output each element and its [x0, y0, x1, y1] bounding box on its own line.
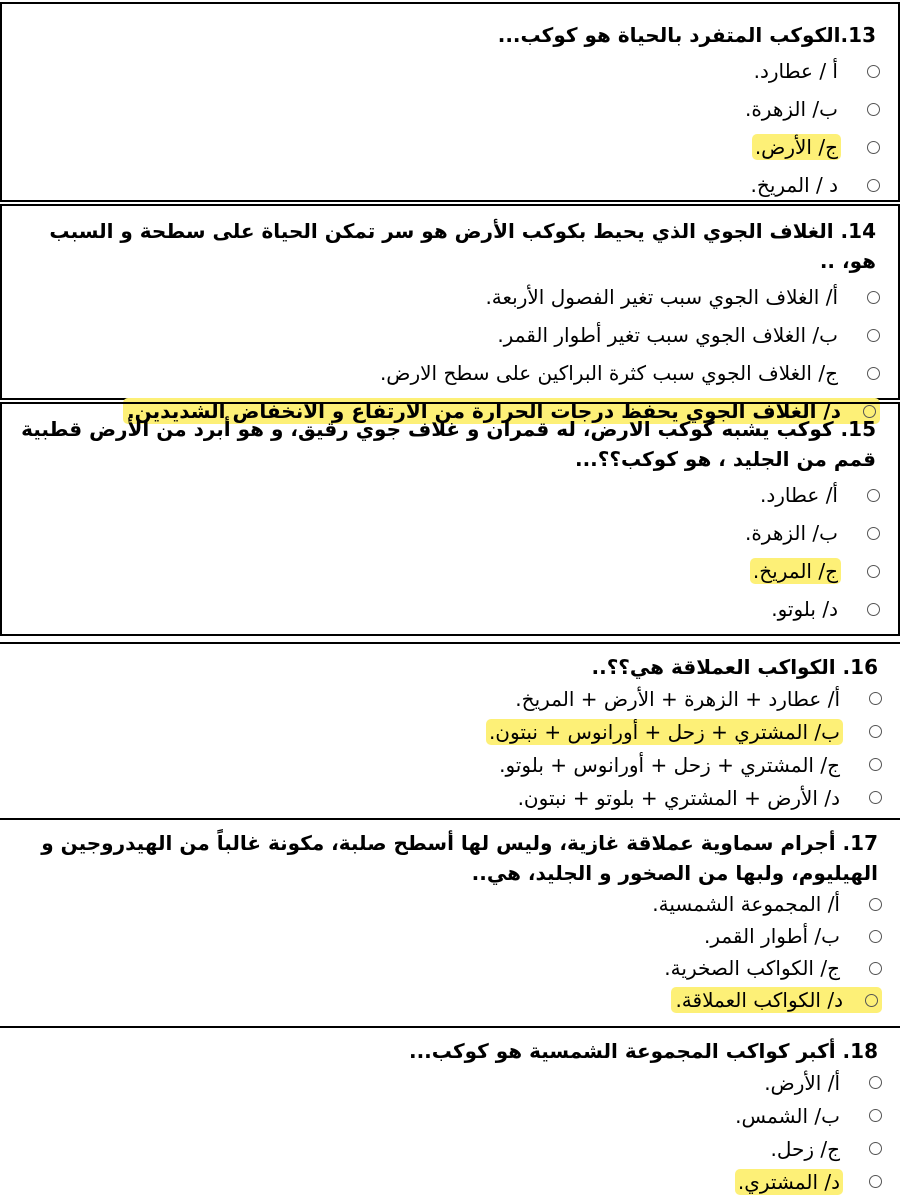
- option-d[interactable]: [2, 166, 898, 204]
- question-17: [0, 818, 900, 1024]
- radio-button[interactable]: [869, 758, 882, 771]
- radio-button[interactable]: [869, 692, 882, 705]
- question-text: 17. أجرام سماوية عملاقة غازية، وليس لها أسطح صلبة، مكونة غالباً من الهيدروجين و الهيليوم، ولبها من الصخور و الجليد، هي..: [41, 831, 878, 885]
- question-18: [0, 1026, 900, 1200]
- option-a[interactable]: [2, 278, 898, 316]
- option-label: أ/ عطارد.: [759, 483, 838, 507]
- question-body: الكوكب المتفرد بالحياة هو كوكب...: [497, 23, 841, 47]
- question-16: [0, 642, 900, 816]
- option-a[interactable]: [2, 52, 898, 90]
- option-label-highlighted: د/ الكواكب العملاقة.: [675, 988, 843, 1012]
- question-number: 14: [848, 219, 876, 243]
- question-body: كوكب يشبه كوكب الارض، له قمران و غلاف جوي رقيق، و هو أبرد من الأرض قطبية قمم من الجليد ، هو كوكب؟؟...: [21, 417, 876, 471]
- option-d[interactable]: [0, 1165, 900, 1198]
- question-number: 13: [848, 23, 876, 47]
- radio-button[interactable]: [869, 1175, 882, 1188]
- question-14: [0, 204, 900, 423]
- question-text: 16. الكواكب العملاقة هي؟؟..: [591, 655, 878, 679]
- radio-button[interactable]: [867, 141, 880, 154]
- radio-button[interactable]: [865, 994, 878, 1007]
- question-13: [0, 2, 900, 202]
- radio-button[interactable]: [869, 725, 882, 738]
- option-b[interactable]: [2, 316, 898, 354]
- option-label: ج/ زحل.: [770, 1136, 840, 1161]
- option-label: ج/ الكواكب الصخرية.: [664, 956, 840, 980]
- radio-button[interactable]: [867, 103, 880, 116]
- option-c[interactable]: [2, 552, 898, 590]
- question-text: 15. كوكب يشبه كوكب الارض، له قمران و غلاف جوي رقيق، و هو أبرد من الأرض قطبية قمم من الجليد ، هو كوكب؟؟...: [21, 417, 876, 471]
- option-label-highlighted: ج/ المريخ.: [750, 558, 841, 584]
- option-label: ب/ أطوار القمر.: [703, 924, 840, 948]
- option-b[interactable]: [2, 514, 898, 552]
- radio-button[interactable]: [869, 1109, 882, 1122]
- option-label: ج/ الغلاف الجوي سبب كثرة البراكين على سطح الارض.: [379, 361, 838, 385]
- question-body: أجرام سماوية عملاقة غازية، وليس لها أسطح صلبة، مكونة غالباً من الهيدروجين و الهيليوم، ولبها من الصخور و الجليد، هي..: [41, 831, 878, 885]
- option-label: ب/ الغلاف الجوي سبب تغير أطوار القمر.: [497, 323, 838, 347]
- option-label: ب/ الشمس.: [735, 1103, 840, 1128]
- option-label: ب/ الزهرة.: [744, 97, 838, 121]
- option-c[interactable]: [0, 748, 900, 781]
- radio-button[interactable]: [867, 565, 880, 578]
- option-b[interactable]: [0, 715, 900, 748]
- radio-button[interactable]: [867, 329, 880, 342]
- radio-button[interactable]: [867, 367, 880, 380]
- radio-button[interactable]: [869, 791, 882, 804]
- radio-button[interactable]: [867, 527, 880, 540]
- question-number: 17: [850, 831, 878, 855]
- radio-button[interactable]: [869, 930, 882, 943]
- radio-button[interactable]: [867, 489, 880, 502]
- option-a[interactable]: [0, 1066, 900, 1099]
- option-label-highlighted: ج/ الأرض.: [752, 134, 841, 160]
- question-body: أكبر كواكب المجموعة الشمسية هو كوكب...: [408, 1039, 836, 1063]
- radio-button[interactable]: [867, 603, 880, 616]
- option-a[interactable]: [2, 476, 898, 514]
- option-label: أ/ الغلاف الجوي سبب تغير الفصول الأربعة.: [485, 285, 838, 309]
- option-b[interactable]: [0, 1099, 900, 1132]
- question-body: الكواكب العملاقة هي؟؟..: [591, 655, 836, 679]
- option-a[interactable]: [0, 682, 900, 715]
- question-text: 18. أكبر كواكب المجموعة الشمسية هو كوكب...: [408, 1039, 878, 1063]
- question-text: 13.الكوكب المتفرد بالحياة هو كوكب...: [497, 23, 876, 47]
- question-body: الغلاف الجوي الذي يحيط بكوكب الأرض هو سر تمكن الحياة على سطحة و السبب هو، ..: [49, 219, 876, 273]
- option-d[interactable]: [2, 590, 898, 628]
- option-b[interactable]: [2, 90, 898, 128]
- question-number: 15: [848, 417, 876, 441]
- radio-button[interactable]: [867, 291, 880, 304]
- radio-button[interactable]: [867, 179, 880, 192]
- radio-button[interactable]: [867, 65, 880, 78]
- option-a[interactable]: [0, 888, 900, 920]
- highlighted-answer: [671, 987, 882, 1013]
- option-label: أ/ الأرض.: [764, 1070, 840, 1095]
- question-number: 16: [850, 655, 878, 679]
- radio-button[interactable]: [869, 898, 882, 911]
- option-c[interactable]: [2, 128, 898, 166]
- option-label-highlighted: د/ الغلاف الجوي يحفظ درجات الحرارة من الارتفاع و الانخفاض الشديدين.: [127, 399, 841, 423]
- question-text: 14. الغلاف الجوي الذي يحيط بكوكب الأرض هو سر تمكن الحياة على سطحة و السبب هو، ..: [49, 219, 876, 273]
- option-label: د/ الأرض + المشتري + بلوتو + نبتون.: [517, 785, 840, 810]
- option-d[interactable]: [0, 781, 900, 814]
- radio-button[interactable]: [869, 1076, 882, 1089]
- option-label: أ/ عطارد + الزهرة + الأرض + المريخ.: [515, 686, 840, 711]
- option-label: أ / عطارد.: [753, 59, 838, 83]
- question-15: [0, 402, 900, 636]
- option-label: د / المريخ.: [750, 173, 838, 197]
- radio-button[interactable]: [869, 1142, 882, 1155]
- radio-button[interactable]: [869, 962, 882, 975]
- option-label-highlighted: ب/ المشتري + زحل + أورانوس + نبتون.: [486, 719, 843, 745]
- option-d[interactable]: [0, 984, 900, 1016]
- option-c[interactable]: [0, 952, 900, 984]
- option-label: د/ بلوتو.: [771, 597, 838, 621]
- option-c[interactable]: [0, 1132, 900, 1165]
- option-b[interactable]: [0, 920, 900, 952]
- question-number: 18: [850, 1039, 878, 1063]
- option-label: ب/ الزهرة.: [744, 521, 838, 545]
- option-label: ج/ المشتري + زحل + أورانوس + بلوتو.: [499, 752, 840, 777]
- option-c[interactable]: [2, 354, 898, 392]
- option-label: أ/ المجموعة الشمسية.: [652, 892, 840, 916]
- option-label-highlighted: د/ المشتري.: [735, 1169, 843, 1195]
